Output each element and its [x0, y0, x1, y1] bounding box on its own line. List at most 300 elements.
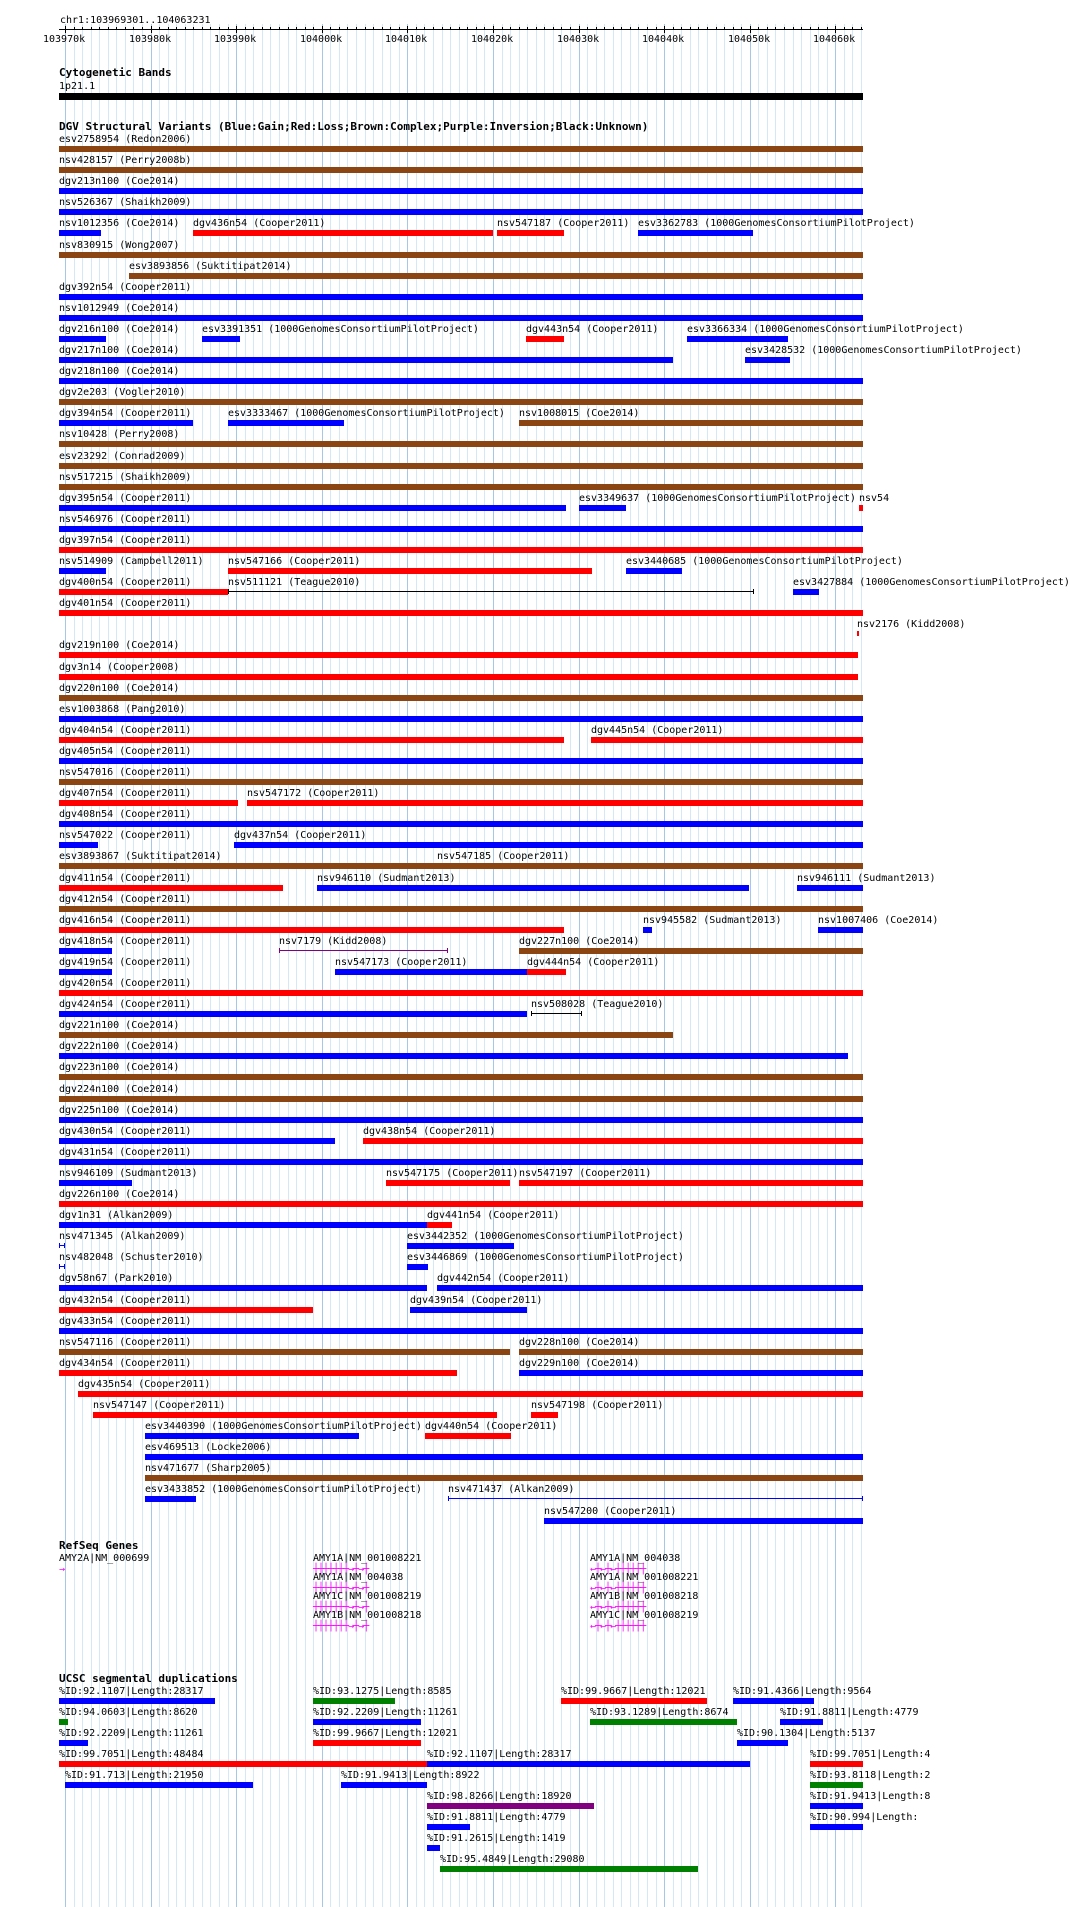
feature-end-cap	[64, 1264, 65, 1269]
dgv-variant-bar[interactable]	[59, 146, 863, 152]
refseq-gene-label: AMY1A|NM_001008221	[313, 1553, 422, 1564]
dgv-variant-label: dgv439n54 (Cooper2011)	[410, 1295, 543, 1306]
dgv-variant-label: dgv222n100 (Coe2014)	[59, 1041, 180, 1052]
dgv-variant-bar[interactable]	[643, 927, 652, 933]
refseq-gene-model[interactable]: ←┼←┼←┼┼┼┼┼┼	[590, 1621, 646, 1632]
dgv-variant-bar[interactable]	[519, 1370, 863, 1376]
refseq-gene-model[interactable]: →	[59, 1564, 65, 1575]
ruler-minor-tick	[553, 27, 554, 30]
dgv-variant-bar[interactable]	[497, 230, 564, 236]
dgv-variant-bar[interactable]	[638, 230, 753, 236]
refseq-gene-model[interactable]: ←┼←┼←┼┼┼┼┼┼	[590, 1602, 646, 1613]
ruler-tick-label: 104020k	[471, 34, 514, 45]
ruler-minor-tick	[861, 27, 862, 30]
ruler-tick-label: 104040k	[642, 34, 685, 45]
dgv-variant-bar[interactable]	[59, 1266, 65, 1267]
dgv-variant-label: dgv407n54 (Cooper2011)	[59, 788, 192, 799]
dgv-variant-bar[interactable]	[59, 969, 112, 975]
dgv-variant-bar[interactable]	[59, 188, 863, 194]
dgv-variant-bar[interactable]	[193, 230, 493, 236]
dgv-variant-bar[interactable]	[59, 737, 564, 743]
segdup-bar[interactable]	[427, 1803, 594, 1809]
ruler-major-tick	[750, 26, 751, 33]
dgv-variant-label: dgv420n54 (Cooper2011)	[59, 978, 192, 989]
segdup-bar[interactable]	[59, 1719, 68, 1725]
dgv-variant-label: dgv440n54 (Cooper2011)	[425, 1421, 558, 1432]
segdup-label: %ID:92.2209|Length:11261	[59, 1728, 204, 1739]
dgv-variant-bar[interactable]	[531, 1412, 558, 1418]
dgv-variant-label: dgv434n54 (Cooper2011)	[59, 1358, 192, 1369]
dgv-variant-bar[interactable]	[59, 1053, 848, 1059]
dgv-variant-bar[interactable]	[129, 273, 863, 279]
ruler-minor-tick	[741, 27, 742, 30]
dgv-variant-label: nsv514909 (Campbell2011)	[59, 556, 204, 567]
dgv-variant-label: dgv400n54 (Cooper2011)	[59, 577, 192, 588]
dgv-variant-bar[interactable]	[59, 484, 863, 490]
dgv-variant-bar[interactable]	[407, 1243, 514, 1249]
dgv-variant-label: dgv441n54 (Cooper2011)	[427, 1210, 560, 1221]
ruler-minor-tick	[604, 27, 605, 30]
ruler-tick-label: 104060k	[813, 34, 856, 45]
ruler-minor-tick	[707, 27, 708, 30]
dgv-variant-label: dgv416n54 (Cooper2011)	[59, 915, 192, 926]
ruler-major-tick	[151, 26, 152, 33]
dgv-variant-bar[interactable]	[59, 1245, 65, 1246]
dgv-variant-bar[interactable]	[531, 1013, 582, 1014]
dgv-variant-label: nsv471345 (Alkan2009)	[59, 1231, 186, 1242]
dgv-variant-label: nsv547022 (Cooper2011)	[59, 830, 192, 841]
segdup-bar[interactable]	[810, 1803, 863, 1809]
dgv-variant-bar[interactable]	[59, 652, 858, 658]
segdup-label: %ID:94.0603|Length:8620	[59, 1707, 198, 1718]
dgv-variant-bar[interactable]	[425, 1433, 511, 1439]
dgv-variant-bar[interactable]	[818, 927, 863, 933]
dgv-variant-bar[interactable]	[59, 948, 112, 954]
segdup-label: %ID:91.9413|Length:8922	[341, 1770, 480, 1781]
segdup-bar[interactable]	[59, 1740, 88, 1746]
ruler-minor-tick	[638, 27, 639, 30]
segdup-bar[interactable]	[737, 1740, 788, 1746]
segdup-bar[interactable]	[561, 1698, 707, 1704]
dgv-variant-label: dgv229n100 (Coe2014)	[519, 1358, 640, 1369]
ruler-minor-tick	[793, 27, 794, 30]
segdup-bar[interactable]	[810, 1824, 863, 1830]
refseq-gene-label: AMY1C|NM_001008219	[590, 1610, 699, 1621]
feature-end-cap	[862, 1496, 863, 1501]
dgv-variant-bar[interactable]	[59, 294, 863, 300]
refseq-gene-label: AMY1A|NM_004038	[313, 1572, 404, 1583]
ruler-minor-tick	[596, 27, 597, 30]
segdup-bar[interactable]	[780, 1719, 823, 1725]
ruler-minor-tick	[142, 27, 143, 30]
dgv-variant-bar[interactable]	[59, 695, 863, 701]
dgv-variant-label: esv3893856 (Suktitipat2014)	[129, 261, 292, 272]
feature-end-cap	[59, 1264, 60, 1269]
segdup-bar[interactable]	[59, 1698, 215, 1704]
dgv-variant-bar[interactable]	[687, 336, 788, 342]
dgv-variant-bar[interactable]	[59, 1370, 457, 1376]
dgv-variant-label: dgv395n54 (Cooper2011)	[59, 493, 192, 504]
dgv-variant-bar[interactable]	[279, 950, 448, 951]
dgv-variant-bar[interactable]	[59, 378, 863, 384]
dgv-variant-label: nsv10428 (Perry2008)	[59, 429, 180, 440]
refseq-gene-label: AMY1B|NM_001008218	[313, 1610, 422, 1621]
dgv-variant-label: esv3440685 (1000GenomesConsortiumPilotProject)	[626, 556, 903, 567]
dgv-variant-label: esv3333467 (1000GenomesConsortiumPilotProject)	[228, 408, 505, 419]
dgv-variant-bar[interactable]	[59, 758, 863, 764]
dgv-variant-bar[interactable]	[59, 716, 863, 722]
dgv-variant-bar[interactable]	[407, 1264, 428, 1270]
segdup-label: %ID:91.2615|Length:1419	[427, 1833, 566, 1844]
segdup-bar[interactable]	[440, 1866, 698, 1872]
dgv-variant-label: dgv437n54 (Cooper2011)	[234, 830, 367, 841]
dgv-variant-label: dgv435n54 (Cooper2011)	[78, 1379, 211, 1390]
dgv-variant-label: dgv58n67 (Park2010)	[59, 1273, 174, 1284]
dgv-variant-bar[interactable]	[59, 863, 863, 869]
dgv-variant-bar[interactable]	[59, 568, 106, 574]
dgv-variant-label: nsv1008015 (Coe2014)	[519, 408, 640, 419]
segdup-label: %ID:98.8266|Length:18920	[427, 1791, 572, 1802]
dgv-variant-bar[interactable]	[519, 1349, 863, 1355]
ruler-minor-tick	[476, 27, 477, 30]
dgv-variant-label: nsv547116 (Cooper2011)	[59, 1337, 192, 1348]
refseq-gene-label: AMY1C|NM_001008219	[313, 1591, 422, 1602]
ruler-major-tick	[65, 26, 66, 33]
segdup-bar[interactable]	[427, 1845, 440, 1851]
dgv-variant-bar[interactable]	[59, 1222, 427, 1228]
dgv-variant-label: dgv430n54 (Cooper2011)	[59, 1126, 192, 1137]
segdup-bar[interactable]	[65, 1782, 253, 1788]
dgv-variant-label: nsv946109 (Sudmant2013)	[59, 1168, 198, 1179]
dgv-variant-bar[interactable]	[59, 505, 566, 511]
dgv-variant-bar[interactable]	[59, 1032, 673, 1038]
ruler-minor-tick	[467, 27, 468, 30]
dgv-variant-label: nsv428157 (Perry2008b)	[59, 155, 192, 166]
dgv-variant-bar[interactable]	[59, 526, 863, 532]
dgv-variant-label: nsv547173 (Cooper2011)	[335, 957, 468, 968]
dgv-variant-label: nsv547200 (Cooper2011)	[544, 1506, 677, 1517]
ruler-minor-tick	[502, 27, 503, 30]
dgv-variant-bar[interactable]	[234, 842, 863, 848]
dgv-variant-bar[interactable]	[78, 1391, 863, 1397]
dgv-variant-bar[interactable]	[317, 885, 749, 891]
segdup-bar[interactable]	[810, 1761, 863, 1767]
ruler-minor-tick	[382, 27, 383, 30]
ruler-minor-tick	[484, 27, 485, 30]
segdup-label: %ID:90.994|Length:	[810, 1812, 919, 1823]
segdup-label: %ID:91.4366|Length:9564	[733, 1686, 872, 1697]
dgv-variant-bar[interactable]	[228, 591, 754, 592]
dgv-variant-label: nsv546976 (Cooper2011)	[59, 514, 192, 525]
ruler-minor-tick	[459, 27, 460, 30]
segdup-label: %ID:92.1107|Length:28317	[427, 1749, 572, 1760]
ruler-minor-tick	[82, 27, 83, 30]
dgv-variant-label: dgv444n54 (Cooper2011)	[527, 957, 660, 968]
dgv-variant-bar[interactable]	[526, 336, 564, 342]
ruler-major-tick	[579, 26, 580, 33]
segdup-label: %ID:99.9667|Length:12021	[561, 1686, 706, 1697]
segdup-bar[interactable]	[427, 1824, 470, 1830]
dgv-variant-bar[interactable]	[59, 399, 863, 405]
dgv-variant-bar[interactable]	[59, 800, 238, 806]
dgv-variant-bar[interactable]	[59, 1328, 863, 1334]
dgv-variant-label: dgv419n54 (Cooper2011)	[59, 957, 192, 968]
dgv-variant-label: dgv217n100 (Coe2014)	[59, 345, 180, 356]
dgv-variant-label: nsv1012949 (Coe2014)	[59, 303, 180, 314]
ruler-tick-label: 104030k	[557, 34, 600, 45]
dgv-variant-bar[interactable]	[59, 1074, 863, 1080]
refseq-gene-model[interactable]: ┼┼┼┼┼┼┼→┼→┼	[313, 1564, 369, 1575]
dgv-variant-label: esv3427884 (1000GenomesConsortiumPilotProject)	[793, 577, 1070, 588]
refseq-gene-model[interactable]: ┼┼┼┼┼┼┼→┼→┼	[313, 1583, 369, 1594]
segdup-label: %ID:92.2209|Length:11261	[313, 1707, 458, 1718]
ruler-minor-tick	[125, 27, 126, 30]
dgv-variant-bar[interactable]	[145, 1433, 359, 1439]
dgv-variant-label: esv3362783 (1000GenomesConsortiumPilotProject)	[638, 218, 915, 229]
dgv-variant-label: dgv432n54 (Cooper2011)	[59, 1295, 192, 1306]
dgv-variant-bar[interactable]	[59, 906, 863, 912]
dgv-variant-label: dgv394n54 (Cooper2011)	[59, 408, 192, 419]
dgv-variant-bar[interactable]	[579, 505, 626, 511]
segdup-bar[interactable]	[313, 1740, 421, 1746]
dgv-variant-bar[interactable]	[527, 969, 566, 975]
dgv-variant-bar[interactable]	[59, 610, 863, 616]
ruler-minor-tick	[587, 27, 588, 30]
dgv-variant-label: dgv438n54 (Cooper2011)	[363, 1126, 496, 1137]
refseq-track-title: RefSeq Genes	[59, 1539, 139, 1552]
dgv-variant-bar[interactable]	[59, 1307, 313, 1313]
ruler-minor-tick	[570, 27, 571, 30]
ruler-minor-tick	[365, 27, 366, 30]
dgv-variant-label: nsv471677 (Sharp2005)	[145, 1463, 272, 1474]
dgv-variant-label: esv3893867 (Suktitipat2014)	[59, 851, 222, 862]
ruler-major-tick	[664, 26, 665, 33]
segdup-label: %ID:99.7051|Length:48484	[59, 1749, 204, 1760]
dgv-variant-bar[interactable]	[145, 1475, 863, 1481]
ruler-minor-tick	[613, 27, 614, 30]
dgv-variant-bar[interactable]	[59, 315, 863, 321]
dgv-variant-bar[interactable]	[59, 927, 564, 933]
dgv-variant-bar[interactable]	[626, 568, 682, 574]
ruler-minor-tick	[784, 27, 785, 30]
dgv-variant-bar[interactable]	[59, 463, 863, 469]
dgv-variant-label: nsv547175 (Cooper2011)	[386, 1168, 519, 1179]
segdup-bar[interactable]	[590, 1719, 737, 1725]
ruler-minor-tick	[262, 27, 263, 30]
dgv-variant-label: dgv225n100 (Coe2014)	[59, 1105, 180, 1116]
cytoband-label: 1p21.1	[59, 81, 96, 92]
segdup-label: %ID:99.9667|Length:12021	[313, 1728, 458, 1739]
dgv-variant-label: esv3446869 (1000GenomesConsortiumPilotProject)	[407, 1252, 684, 1263]
dgv-variant-bar[interactable]	[59, 990, 863, 996]
dgv-variant-bar[interactable]	[59, 1011, 527, 1017]
dgv-variant-bar[interactable]	[145, 1454, 863, 1460]
ruler-tick-label: 103990k	[214, 34, 257, 45]
ruler-minor-tick	[416, 27, 417, 30]
dgv-variant-label: nsv526367 (Shaikh2009)	[59, 197, 192, 208]
dgv-variant-bar[interactable]	[859, 505, 863, 511]
dgv-variant-label: dgv1n31 (Alkan2009)	[59, 1210, 174, 1221]
segdup-label: %ID:91.713|Length:21950	[65, 1770, 204, 1781]
dgv-variant-bar[interactable]	[228, 420, 344, 426]
dgv-variant-bar[interactable]	[59, 547, 863, 553]
dgv-variant-label: nsv471437 (Alkan2009)	[448, 1484, 575, 1495]
ruler-minor-tick	[279, 27, 280, 30]
dgv-variant-label: dgv227n100 (Coe2014)	[519, 936, 640, 947]
dgv-variant-bar[interactable]	[448, 1498, 863, 1499]
dgv-variant-bar[interactable]	[427, 1222, 452, 1228]
ruler-minor-tick	[288, 27, 289, 30]
segdup-bar[interactable]	[810, 1782, 863, 1788]
ruler-minor-tick	[210, 27, 211, 30]
dgv-variant-label: dgv418n54 (Cooper2011)	[59, 936, 192, 947]
dgv-variant-bar[interactable]	[335, 969, 528, 975]
ruler-minor-tick	[758, 27, 759, 30]
ruler-tick-label: 104000k	[300, 34, 343, 45]
dgv-variant-bar[interactable]	[202, 336, 240, 342]
ruler-minor-tick	[775, 27, 776, 30]
dgv-variant-bar[interactable]	[59, 821, 863, 827]
feature-end-cap	[447, 948, 448, 953]
ruler-minor-tick	[544, 27, 545, 30]
ruler-minor-tick	[159, 27, 160, 30]
ruler-minor-tick	[818, 27, 819, 30]
dgv-variant-bar[interactable]	[59, 230, 101, 236]
dgv-variant-bar[interactable]	[59, 1117, 863, 1123]
cytoband-bar	[59, 93, 863, 100]
ruler-major-tick	[835, 26, 836, 33]
dgv-variant-bar[interactable]	[410, 1307, 527, 1313]
dgv-variant-bar[interactable]	[59, 589, 228, 595]
segdup-bar[interactable]	[427, 1761, 750, 1767]
dgv-variant-label: nsv946110 (Sudmant2013)	[317, 873, 456, 884]
dgv-variant-bar[interactable]	[519, 948, 863, 954]
dgv-variant-bar[interactable]	[228, 568, 592, 574]
dgv-variant-label: dgv405n54 (Cooper2011)	[59, 746, 192, 757]
dgv-variant-label: dgv412n54 (Cooper2011)	[59, 894, 192, 905]
ruler-minor-tick	[390, 27, 391, 30]
dgv-variant-label: nsv1012356 (Coe2014)	[59, 218, 180, 229]
dgv-variant-bar[interactable]	[247, 800, 863, 806]
ruler-minor-tick	[193, 27, 194, 30]
dgv-variant-bar[interactable]	[145, 1496, 196, 1502]
dgv-variant-bar[interactable]	[437, 1285, 863, 1291]
dgv-variant-bar[interactable]	[59, 441, 863, 447]
refseq-gene-label: AMY1A|NM_004038	[590, 1553, 681, 1564]
feature-end-cap	[279, 948, 280, 953]
dgv-variant-bar[interactable]	[59, 1096, 863, 1102]
dgv-variant-label: nsv547172 (Cooper2011)	[247, 788, 380, 799]
refseq-gene-model[interactable]: ←┼←┼←┼┼┼┼┼┼	[590, 1564, 646, 1575]
dgv-variant-bar[interactable]	[59, 1201, 863, 1207]
dgv-variant-label: nsv547198 (Cooper2011)	[531, 1400, 664, 1411]
dgv-variant-bar[interactable]	[363, 1138, 863, 1144]
dgv-variant-label: nsv547197 (Cooper2011)	[519, 1168, 652, 1179]
dgv-variant-bar[interactable]	[59, 209, 863, 215]
dgv-variant-label: esv3428532 (1000GenomesConsortiumPilotProject)	[745, 345, 1022, 356]
dgv-variant-bar[interactable]	[59, 420, 193, 426]
dgv-variant-bar[interactable]	[59, 779, 863, 785]
feature-end-cap	[228, 589, 229, 594]
dgv-variant-label: nsv830915 (Wong2007)	[59, 240, 180, 251]
dgv-variant-bar[interactable]	[59, 252, 863, 258]
dgv-variant-label: nsv482048 (Schuster2010)	[59, 1252, 204, 1263]
segdup-bar[interactable]	[733, 1698, 814, 1704]
dgv-variant-label: dgv226n100 (Coe2014)	[59, 1189, 180, 1200]
dgv-variant-label: dgv221n100 (Coe2014)	[59, 1020, 180, 1031]
ruler-tick-label: 104050k	[728, 34, 771, 45]
dgv-variant-bar[interactable]	[59, 885, 283, 891]
segdup-bar[interactable]	[341, 1782, 427, 1788]
dgv-variant-bar[interactable]	[591, 737, 863, 743]
dgv-variant-label: nsv547185 (Cooper2011)	[437, 851, 570, 862]
refseq-gene-model[interactable]: ┼┼┼┼┼┼┼→┼→┼	[313, 1602, 369, 1613]
dgv-variant-bar[interactable]	[797, 885, 863, 891]
dgv-variant-label: dgv401n54 (Cooper2011)	[59, 598, 192, 609]
dgv-variant-bar[interactable]	[519, 1180, 863, 1186]
dgv-variant-bar[interactable]	[745, 357, 790, 363]
dgv-variant-label: dgv216n100 (Coe2014)	[59, 324, 180, 335]
dgv-variant-label: dgv228n100 (Coe2014)	[519, 1337, 640, 1348]
segdup-bar[interactable]	[313, 1698, 395, 1704]
ruler-minor-tick	[844, 27, 845, 30]
dgv-variant-bar[interactable]	[59, 357, 673, 363]
ruler-tick-label: 103980k	[129, 34, 172, 45]
dgv-variant-bar[interactable]	[519, 420, 863, 426]
dgv-variant-bar[interactable]	[793, 589, 819, 595]
ruler-minor-tick	[270, 27, 271, 30]
ruler-major-tick	[236, 26, 237, 33]
ruler-minor-tick	[827, 27, 828, 30]
dgv-variant-label: esv3442352 (1000GenomesConsortiumPilotProject)	[407, 1231, 684, 1242]
dgv-variant-bar[interactable]	[59, 167, 863, 173]
dgv-variant-bar[interactable]	[59, 1349, 510, 1355]
segdup-label: %ID:91.8811|Length:4779	[780, 1707, 919, 1718]
dgv-variant-bar[interactable]	[59, 1180, 132, 1186]
refseq-gene-model[interactable]: ┼┼┼┼┼┼┼→┼→┼	[313, 1621, 369, 1632]
segdup-bar[interactable]	[313, 1719, 421, 1725]
refseq-gene-model[interactable]: ←┼←┼←┼┼┼┼┼┼	[590, 1583, 646, 1594]
dgv-variant-bar[interactable]	[59, 842, 98, 848]
ruler-minor-tick	[228, 27, 229, 30]
ruler-minor-tick	[433, 27, 434, 30]
dgv-variant-bar[interactable]	[59, 1159, 863, 1165]
dgv-variant-bar[interactable]	[93, 1412, 497, 1418]
ruler-minor-tick	[647, 27, 648, 30]
dgv-variant-bar[interactable]	[59, 674, 858, 680]
dgv-variant-bar[interactable]	[544, 1518, 863, 1524]
dgv-variant-bar[interactable]	[59, 1138, 335, 1144]
ruler-minor-tick	[373, 27, 374, 30]
dgv-variant-label: dgv392n54 (Cooper2011)	[59, 282, 192, 293]
dgv-variant-bar[interactable]	[59, 336, 106, 342]
ruler-minor-tick	[116, 27, 117, 30]
dgv-variant-bar[interactable]	[386, 1180, 510, 1186]
ruler-major-tick	[322, 26, 323, 33]
dgv-variant-bar[interactable]	[857, 633, 859, 634]
dgv-variant-label: dgv408n54 (Cooper2011)	[59, 809, 192, 820]
dgv-variant-label: dgv397n54 (Cooper2011)	[59, 535, 192, 546]
dgv-variant-label: dgv213n100 (Coe2014)	[59, 176, 180, 187]
refseq-gene-label: AMY1A|NM_001008221	[590, 1572, 699, 1583]
ruler-minor-tick	[673, 27, 674, 30]
dgv-variant-bar[interactable]	[59, 1285, 427, 1291]
ruler-line	[59, 29, 863, 30]
dgv-variant-label: dgv411n54 (Cooper2011)	[59, 873, 192, 884]
segdup-bar[interactable]	[59, 1761, 427, 1767]
segdup-label: %ID:93.8118|Length:2	[810, 1770, 931, 1781]
refseq-gene-label: AMY2A|NM_000699	[59, 1553, 150, 1564]
